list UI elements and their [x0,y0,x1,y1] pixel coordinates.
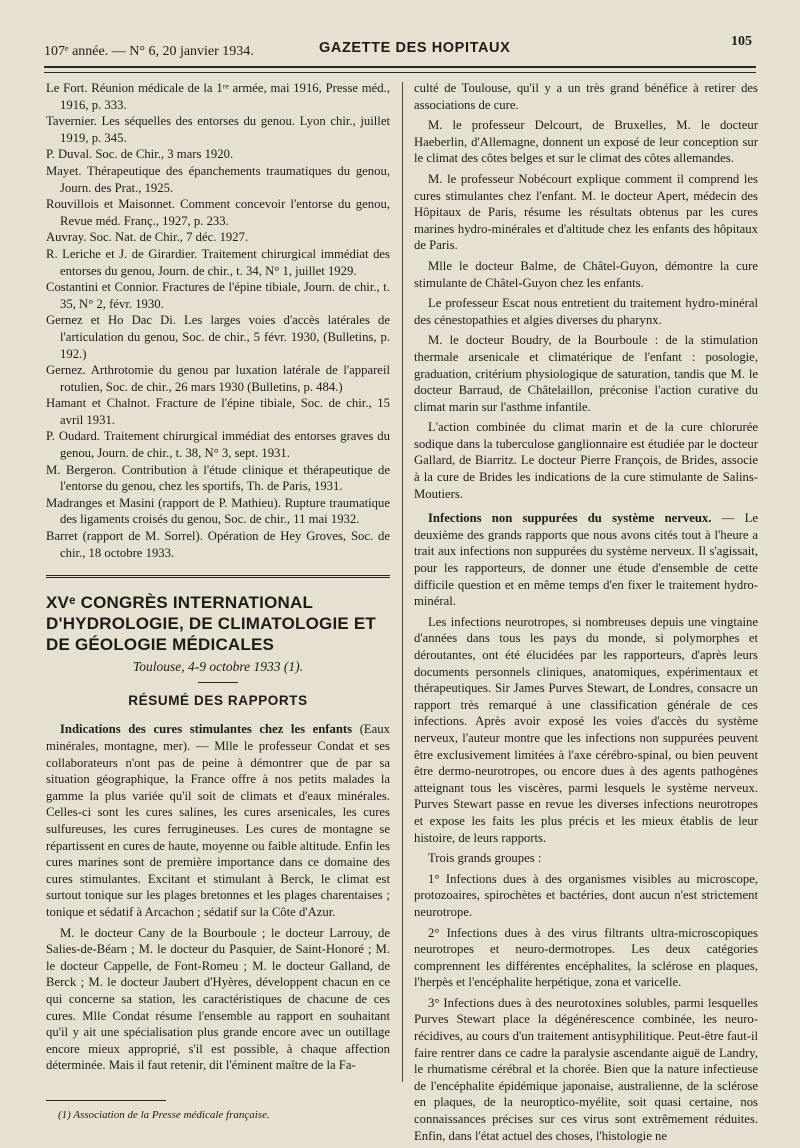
paragraph: M. le professeur Delcourt, de Bruxelles, M. le docteur Haeberlin, d'Allemagne, donnent un exposé de leur conception sur le climat des côtes belges et sur le climat des côtes allemandes. [414,118,758,166]
paragraph: culté de Toulouse, qu'il y a un très grand bénéfice à retirer des associations de cure. [414,81,758,112]
section-heading: RÉSUMÉ DES RAPPORTS [128,692,308,708]
reference-item: Rouvillois et Maisonnet. Comment concevoir l'entorse du genou, Revue méd. Franç., 1927, p. 233. [46,197,390,228]
paragraph: Le professeur Escat nous entretient du traitement hydro-minéral des cénestopathies et algies diverses du pharynx. [414,296,758,327]
reference-item: Madranges et Masini (rapport de P. Mathieu). Rupture traumatique des ligaments croisés du genou, Soc. de chir., 11 mai 1932. [46,495,390,527]
reference-item: Tavernier. Les séquelles des entorses du genou. Lyon chir., juillet 1919, p. 345. [46,114,390,145]
paragraph [46,721,390,920]
congress-title: XVᵉ CONGRÈS INTERNATIONAL D'HYDROLOGIE, DE CLIMATOLOGIE ET DE GÉOLOGIE MÉDICALES [46,593,376,655]
footnote-rule [46,1100,166,1101]
reference-item: Gernez. Arthrotomie du genou par luxation latérale de l'appareil rotulien, Soc. de chir., 26 mars 1930 (Bulletins, p. 484.) [46,363,390,394]
reference-item: Barret (rapport de M. Sorrel). Opération de Hey Groves, Soc. de chir., 18 octobre 1933. [46,529,390,560]
reference-item: Gernez et Ho Dac Di. Les larges voies d'accès latérales de l'articulation du genou, Soc. de chir., 5 févr. 1930, (Bulletins, p. 192.) [46,313,390,361]
header-rule-thin [44,72,756,73]
paragraph: 1° Infections dues à des organismes visibles au microscope, protozoaires, spirochètes et bactéries, dont aucun n'est strictement neurotrope. [414,871,758,919]
left-column [46,80,390,1123]
reference-item: P. Oudard. Traitement chirurgical immédiat des entorses graves du genou, Journ. de chir., t. 38, N° 3, sept. 1931. [46,429,390,461]
reference-item: Auvray. Soc. Nat. de Chir., 7 déc. 1927. [46,230,249,245]
paragraph: M. le docteur Boudry, de la Bourboule : de la stimulation thermale arsenicale et climatérique de l'enfant : posologie, graduation, critérium physiologique de saturation, tandis que M. le docteur Barraud, de Châtelaillon, préconise l'action curative du climat marin sur l'asthme infantile. [414,333,758,414]
reference-item: M. Bergeron. Contribution à l'étude clinique et thérapeutique de l'entorse du genou, chez les sportifs, Th. de Paris, 1931. [46,462,390,494]
paragraph: Mlle le docteur Balme, de Châtel-Guyon, démontre la cure stimulante de Châtel-Guyon chez les enfants. [414,258,758,290]
footnote: (1) Association de la Presse médicale française. [58,1108,270,1121]
paragraph: M. le professeur Nobécourt explique comment il comprend les cures stimulantes chez l'enfant. M. le docteur Apert, médecin des Hôpitaux de Paris, résume les résultats obtenus par les cures marines hydro-minérales et d'altitude chez les enfants des hôpitaux de Paris. [414,171,758,253]
reference-item: P. Duval. Soc. de Chir., 3 mars 1920. [46,147,234,162]
paragraph: Les infections neurotropes, si nombreuses depuis une vingtaine d'années dans tous les pays du monde, si polymorphes et déroutantes, ont été élucidées par les rapporteurs, d'après leurs documents personnels cliniques, anatomiques, expérimentaux et thérapeutiques. Sir James Purves Stewart, de Londres, consacre un rapport très remarqué à une classification générale de ces infections. Après avoir exposé les voies d'accès du système nerveux, l'auteur montre que les infections non suppurées peuvent être exclusivement limitées à l'axe cérébro-spinal, ou bien peuvent être dermo-neurotropes, ou encore dues à des agents pathogènes atteignant tous les viscères, parmi lesquels le système nerveux. Purves Stewart passe en revue les diverses infections neurotropes et expose les faits les plus précis et les mieux établis de leur histoire, de leurs rapports. [414,614,758,845]
paragraph: 3° Infections dues à des neurotoxines solubles, parmi lesquelles Purves Stewart place la dégénérescence combinée, les neuro-récidives, au cours d'un traitement antisyphilitique. Peut-être faut-il faire rentrer dans ce cadre la paralysie ascendante aiguë de Landry, le rhumatisme cérébral et la chorée. Bien que la nature infectieuse de l'encéphalite épidémique japonaise, australienne, de la sclérose en plaques, de la neuroptico-myélite, soit quasi certaine, nos connaissances précises sur ces virus sont extrêmement réduites. Enfin, dans l'état actuel des choses, l'histologie ne [414,995,758,1143]
paragraph: L'action combinée du climat marin et de la cure chlorurée sodique dans la tuberculose ganglionnaire est étudiée par le docteur Gallard, de Biarritz. Le docteur Pierre François, de Brides, associe à la cure de Brides les indications de la cure stimulante de Salins-Moutiers. [414,420,758,501]
column-separator [402,82,403,1082]
page-number: 105 [731,34,752,49]
reference-item: Le Fort. Réunion médicale de la 1ʳᵉ armée, mai 1916, Presse méd., 1916, p. 333. [46,81,390,112]
short-divider [198,682,238,683]
running-header [44,34,756,60]
paragraph [414,510,758,610]
section-divider [46,575,390,578]
paragraph-lead: Infections non suppurées du système nerveux. [428,511,712,526]
paragraph: 2° Infections dues à des virus filtrants ultra-microscopiques neurotropes et neuro-dermotropes. Les deux catégories comprennent les différentes encéphalites, la sclérose en plaques, l'herpès et l'encéphalite herpétique, zona et varicelle. [414,925,758,990]
journal-title: GAZETTE DES HOPITAUX [319,40,511,56]
reference-list [46,80,390,561]
paragraph: M. le docteur Cany de la Bourboule ; le docteur Larrouy, de Salies-de-Béarn ; M. le docteur du Pasquier, de Saint-Honoré ; M. le docteur Cappelle, de Font-Romeu ; M. le docteur Galland, de Berck ; M. le docteur Jaubert d'Hyères, développent chacun en ce qui concerne sa station, les caractéristiques de chacune de ces cures. Mlle Condat résume l'ensemble au rapport en souhaitant qu'il y ait une spécialisation plus grande encore avec un outillage encore mieux approprié, s'il est possible, à chaque affection déterminée. Mais il faut retenir, dit l'éminent maître de la Fa- [46,925,390,1073]
reference-item: R. Leriche et J. de Girardier. Traitement chirurgical immédiat des entorses du genou, Journ. de chir., t. 34, N° 1, juillet 1929. [46,246,390,278]
congress-subtitle: Toulouse, 4-9 octobre 1933 (1). [133,659,303,675]
issue-info: 107ᵉ année. — N° 6, 20 janvier 1934. [44,44,254,59]
right-column [414,80,758,1148]
paragraph-body: (Eaux minérales, montagne, mer). — Mlle le professeur Condat et ses collaborateurs n'ont pas de peine à démontrer que de par sa situation géographique, la France offre à nos petits malades la gamme la plus variée qu'il soit de climats et d'eaux minérales. Celles-ci sont les cures salines, les cures arsenicales, les cures sulfureuses, les cures ferrugineuses. Les cures de montagne se répartissent en cures de haute, moyenne ou faible altitude. Enfin les cures marines sont de première importance dans ce domaine des cures stimulantes. Excitant et stimulant à Berck, le climat est surtout tonique sur les plages bretonnes et les plages charentaises ; tonique et sédatif à Arcachon ; sédatif sur la Côte d'Azur. [46,722,390,919]
paragraph: Trois grands groupes : [428,851,542,866]
reference-item: Mayet. Thérapeutique des épanchements traumatiques du genou, Journ. des Prat., 1925. [46,163,390,195]
paragraph-lead: Indications des cures stimulantes chez les enfants [60,722,353,737]
reference-item: Costantini et Connior. Fractures de l'épine tibiale, Journ. de chir., t. 35, N° 2, févr. 1930. [46,280,390,311]
paragraph-body: — Le deuxième des grands rapports que nous avons cités tout à l'heure a trait aux infections non suppurées du système nerveux. Il s'agissait, pour les rapporteurs, de donner une étude d'ensemble de cette difficile question et en même temps d'en fixer le traitement hydro-minéral. [414,511,758,609]
reference-item: Hamant et Chalnot. Fracture de l'épine tibiale, Soc. de chir., 15 avril 1931. [46,396,390,427]
header-rule [44,66,756,68]
